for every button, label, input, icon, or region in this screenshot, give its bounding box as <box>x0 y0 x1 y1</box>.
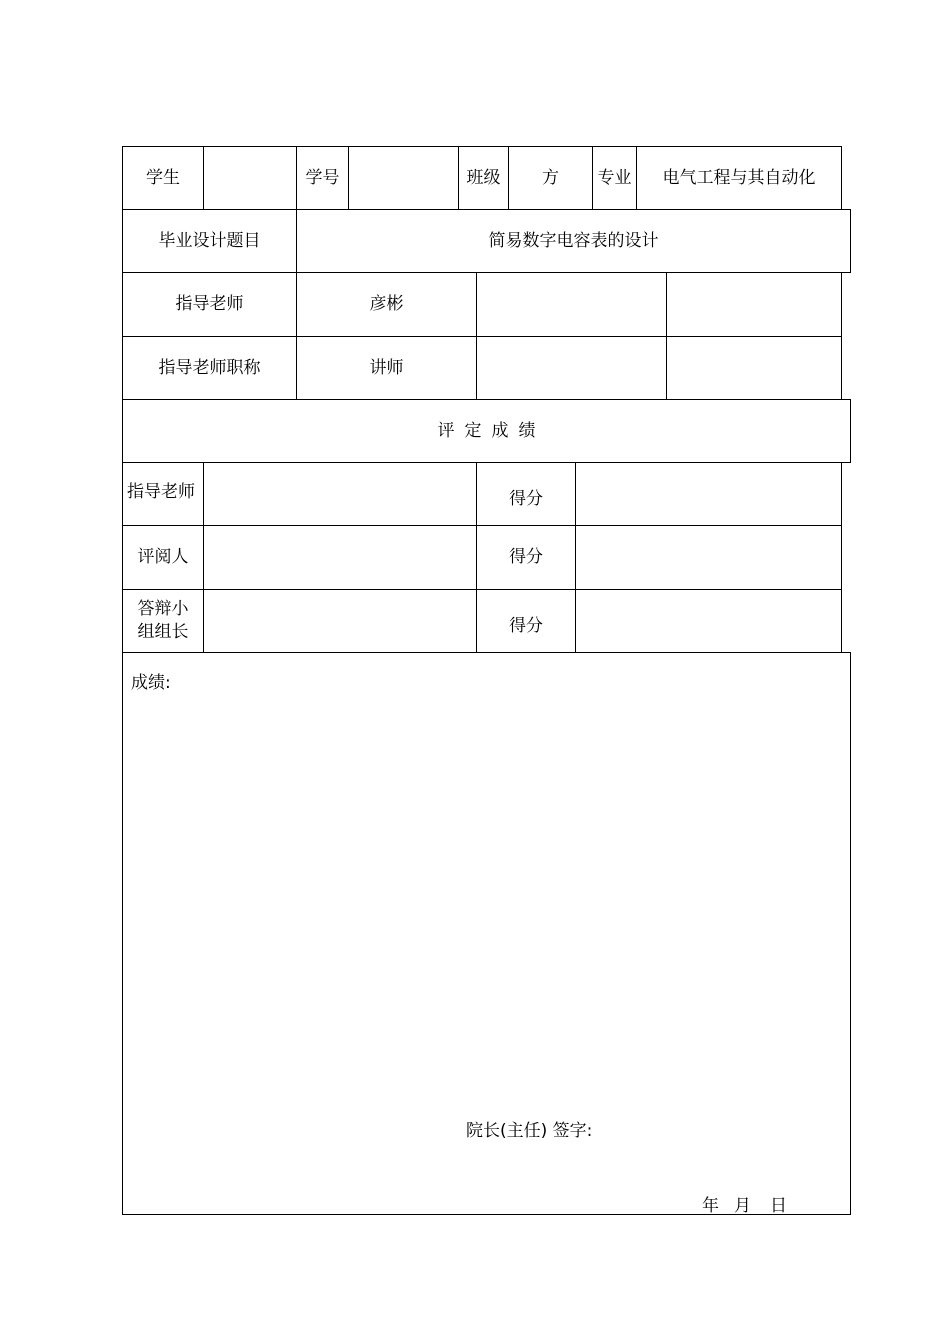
grading-score-label-reviewer: 得分 <box>476 525 576 590</box>
dean-signature-label: 院长(主任) 签字: <box>466 1121 593 1141</box>
grading-role-reviewer: 评阅人 <box>122 525 204 590</box>
advisor-field[interactable]: 彦彬 <box>296 272 477 337</box>
grading-name-field-defense-leader[interactable] <box>203 589 477 653</box>
date-year-label: 年 <box>702 1196 719 1216</box>
grading-name-field-reviewer[interactable] <box>203 525 477 590</box>
advisor-extra-field-2[interactable] <box>666 272 842 337</box>
grading-header: 评定成绩 <box>122 399 851 463</box>
advisor-title-extra-field-2[interactable] <box>666 336 842 400</box>
final-grade-label: 成绩: <box>131 673 171 693</box>
student-field[interactable] <box>203 146 297 210</box>
grading-role-defense-leader: 答辩小组组长 <box>137 599 189 642</box>
major-label: 专业 <box>592 146 637 210</box>
student-id-label: 学号 <box>296 146 349 210</box>
advisor-label: 指导老师 <box>122 272 297 337</box>
class-label: 班级 <box>458 146 509 210</box>
advisor-title-field[interactable]: 讲师 <box>296 336 477 400</box>
student-label: 学生 <box>122 146 204 210</box>
topic-field[interactable]: 简易数字电容表的设计 <box>296 209 851 273</box>
advisor-title-label: 指导老师职称 <box>122 336 297 400</box>
topic-label: 毕业设计题目 <box>122 209 297 273</box>
advisor-title-extra-field-1[interactable] <box>476 336 667 400</box>
grading-score-field-reviewer[interactable] <box>575 525 842 590</box>
student-id-field[interactable] <box>348 146 459 210</box>
grading-role-advisor: 指导老师 <box>122 462 204 526</box>
grading-score-label-defense-leader: 得分 <box>476 589 576 653</box>
date-day-label: 日 <box>770 1196 787 1216</box>
grading-score-field-defense-leader[interactable] <box>575 589 842 653</box>
grading-score-field-advisor[interactable] <box>575 462 842 526</box>
class-field[interactable]: 方 <box>508 146 593 210</box>
major-field[interactable]: 电气工程与其自动化 <box>636 146 842 210</box>
advisor-extra-field-1[interactable] <box>476 272 667 337</box>
grading-role-defense-leader-cell <box>122 589 204 653</box>
grading-score-label-advisor: 得分 <box>476 462 576 526</box>
grading-name-field-advisor[interactable] <box>203 462 477 526</box>
date-month-label: 月 <box>734 1196 751 1216</box>
